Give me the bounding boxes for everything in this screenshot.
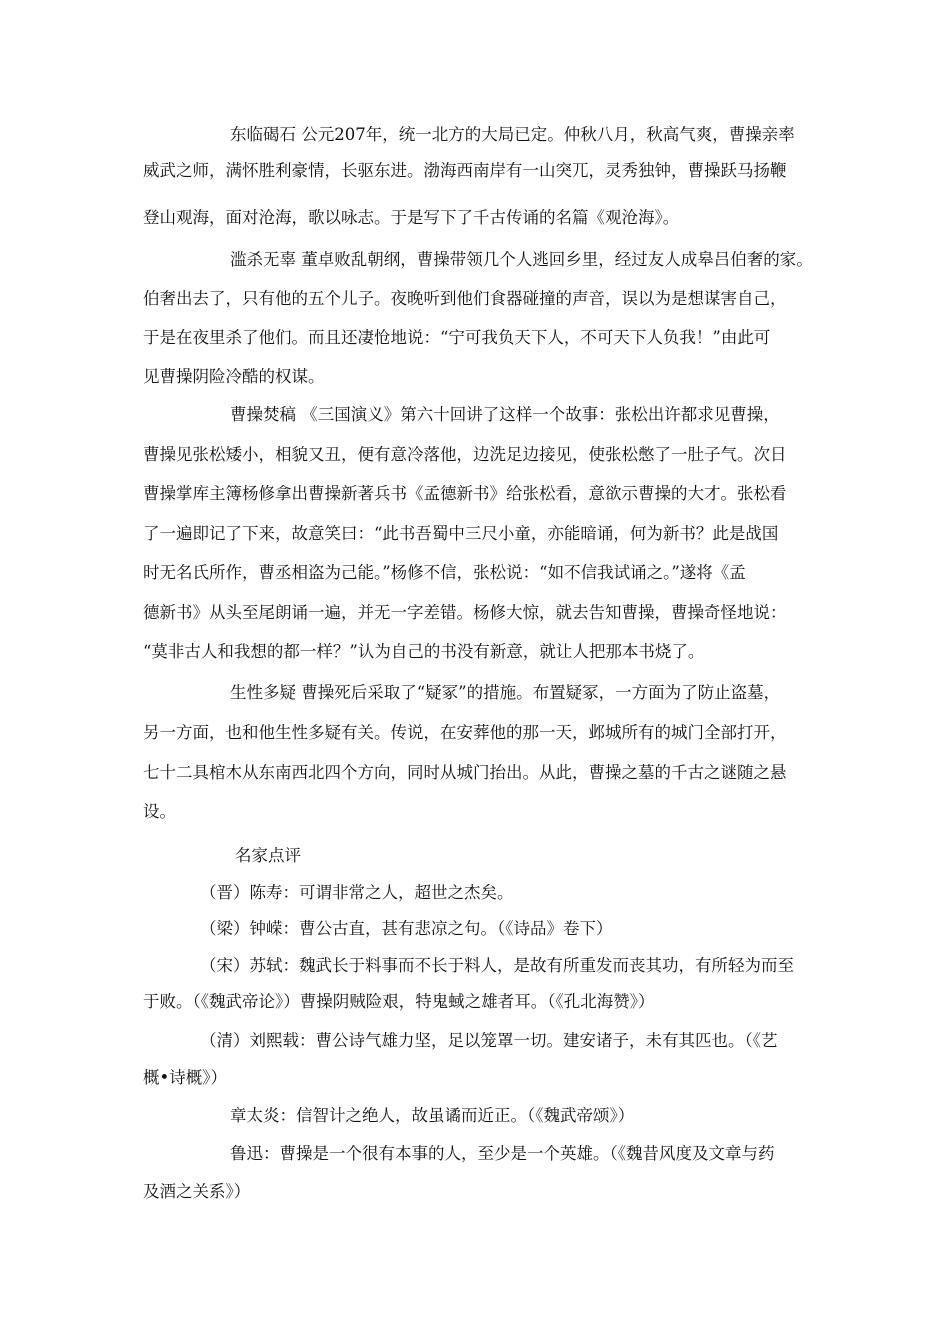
review-lu-xun-line-1: 鲁迅：曹操是一个很有本事的人，至少是一个英雄。（《魏昔风度及文章与药 [230, 1144, 775, 1163]
paragraph-sheng-xing-duo-yi-line-2: 另一方面，也和他生性多疑有关。传说，在安葬他的那一天，邺城所有的城门全部打开， [143, 723, 787, 742]
reviews-heading: 名家点评 [235, 846, 301, 865]
paragraph-cao-cao-fen-gao-line-7: “莫非古人和我想的都一样？”认为自己的书没有新意，就让人把那本书烧了。 [143, 642, 705, 661]
paragraph-cao-cao-fen-gao-line-6: 德新书》从头至尾朗诵一遍，并无一字差错。杨修大惊，就去告知曹操，曹操奇怪地说： [143, 603, 787, 622]
review-liu-xizai-line-1: （清）刘熙载：曹公诗气雄力坚，足以笼罩一切。建安诸子，未有其匹也。（《艺 [200, 1031, 778, 1050]
paragraph-sheng-xing-duo-yi-line-1: 生性多疑 曹操死后采取了“疑冢”的措施。布置疑冢，一方面为了防止盗墓， [230, 683, 781, 702]
paragraph-lan-sha-wu-gu-line-2: 伯奢出去了，只有他的五个儿子。夜晚听到他们食器碰撞的声音，误以为是想谋害自己， [143, 289, 787, 308]
review-su-shi-line-2: 于败。（《魏武帝论》）曹操阴贼险艰，特鬼蜮之雄者耳。（《孔北海赞》） [143, 992, 655, 1011]
review-zhang-taiyan: 章太炎：信智计之绝人，故虽谲而近正。（《魏武帝颂》） [230, 1106, 635, 1125]
paragraph-lan-sha-wu-gu-line-4: 见曹操阴险冷酷的权谋。 [143, 367, 325, 386]
paragraph-cao-cao-fen-gao-line-1: 曹操焚稿 《三国演义》第六十回讲了这样一个故事：张松出许都求见曹操， [230, 405, 780, 424]
paragraph-dong-lin-jie-shi-line-3: 登山观海，面对沧海，歌以咏志。于是写下了千古传诵的名篇《观沧海》。 [143, 208, 680, 227]
paragraph-cao-cao-fen-gao-line-3: 曹操掌库主簿杨修拿出曹操新著兵书《孟德新书》给张松看，意欲示曹操的大才。张松看 [143, 484, 787, 503]
review-lu-xun-line-2: 及酒之关系》） [143, 1182, 251, 1201]
paragraph-sheng-xing-duo-yi-line-3: 七十二具棺木从东南西北四个方向，同时从城门抬出。从此，曹操之墓的千古之谜随之悬 [143, 763, 787, 782]
paragraph-lan-sha-wu-gu-line-1: 滥杀无辜 董卓败乱朝纲，曹操带领几个人逃回乡里，经过友人成皋吕伯奢的家。 [230, 250, 813, 269]
paragraph-dong-lin-jie-shi-line-1: 东临碣石 公元207年，统一北方的大局已定。仲秋八月，秋高气爽，曹操亲率 [230, 125, 795, 144]
review-chen-shou: （晋）陈寿：可谓非常之人，超世之杰矣。 [200, 883, 514, 902]
review-zhong-rong: （梁）钟嵘：曹公古直，甚有悲凉之句。（《诗品》卷下） [200, 919, 613, 938]
review-su-shi-line-1: （宋）苏轼：魏武长于料事而不长于料人，是故有所重发而丧其功，有所轻为而至 [200, 956, 794, 975]
paragraph-cao-cao-fen-gao-line-2: 曹操见张松矮小，相貌又丑，便有意冷落他，边洗足边接见，使张松憋了一肚子气。次日 [143, 445, 787, 464]
review-liu-xizai-line-2: 概•诗概》） [143, 1068, 227, 1087]
paragraph-dong-lin-jie-shi-line-2: 威武之师，满怀胜利豪情，长驱东进。渤海西南岸有一山突兀，灵秀独钟，曹操跃马扬鞭 [143, 161, 787, 180]
paragraph-cao-cao-fen-gao-line-4: 了一遍即记了下来，故意笑曰：“此书吾蜀中三尺小童，亦能暗诵，何为新书？此是战国 [143, 524, 779, 543]
paragraph-lan-sha-wu-gu-line-3: 于是在夜里杀了他们。而且还凄怆地说：“宁可我负天下人，不可天下人负我！”由此可 [143, 328, 771, 347]
paragraph-cao-cao-fen-gao-line-5: 时无名氏所作，曹丞相盗为己能。”杨修不信，张松说：“如不信我试诵之。”遂将《孟 [143, 563, 746, 582]
paragraph-sheng-xing-duo-yi-line-4: 设。 [143, 802, 176, 821]
